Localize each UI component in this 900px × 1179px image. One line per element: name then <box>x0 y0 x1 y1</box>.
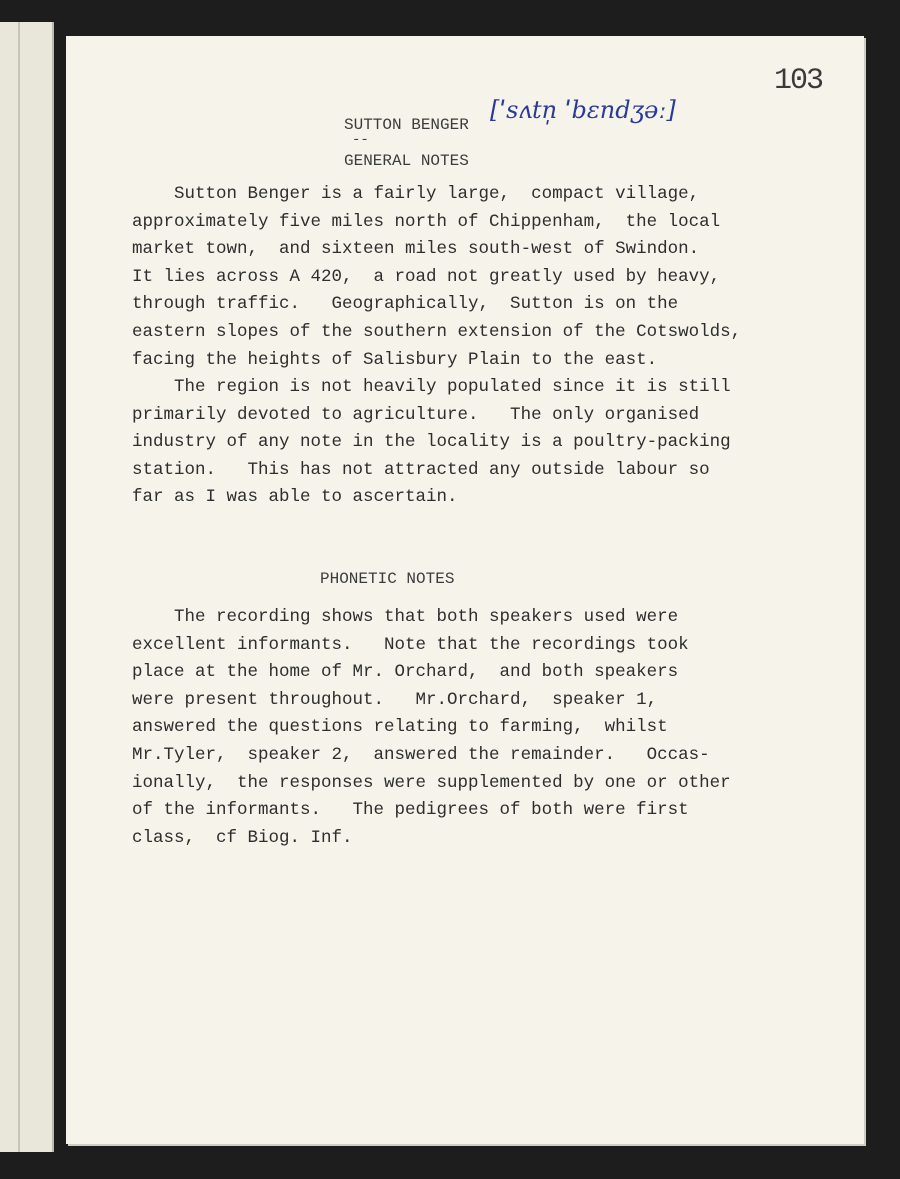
document-title: SUTTON BENGER <box>344 116 469 134</box>
handwritten-ipa-transcription: [ˈsʌtn̩ ˈbɛndʒəː] <box>490 96 676 124</box>
page-fold-line <box>18 22 20 1152</box>
general-notes-paragraph-2: The region is not heavily populated since it is still primarily devoted to agriculture. The only organised industry of any note in the locality is a poultry-packing station. This has not attracted any outside labour so far as I was able to ascertain. <box>132 377 731 508</box>
previous-page-edge <box>0 22 54 1152</box>
general-notes-heading: GENERAL NOTES <box>344 152 469 170</box>
title-underline-mark: -- <box>352 132 369 148</box>
phonetic-notes-paragraph: The recording shows that both speakers used were excellent informants. Note that the recordings took place at the home of Mr. Orchard, and both speakers were present throughout. Mr.Orchard, speaker 1, answered the questions relating to farming, whilst Mr.Tyler, speaker 2, answered the remainder. Occas- ionally, the responses were supplemented by one or other of the informants. The pedigrees of both were first class, cf Biog. Inf. <box>132 607 731 848</box>
phonetic-notes-heading: PHONETIC NOTES <box>320 570 455 588</box>
page-number: 103 <box>774 64 823 98</box>
general-notes-paragraph-1: Sutton Benger is a fairly large, compact village, approximately five miles north of Chippenham, the local market town, and sixteen miles south-west of Swindon. It lies across A 420, a road not greatly used by heavy, through traffic. Geographically, Sutton is on the eastern slopes of the southern extension of the Cotswolds, facing the heights of Salisbury Plain to the east. <box>132 184 742 370</box>
